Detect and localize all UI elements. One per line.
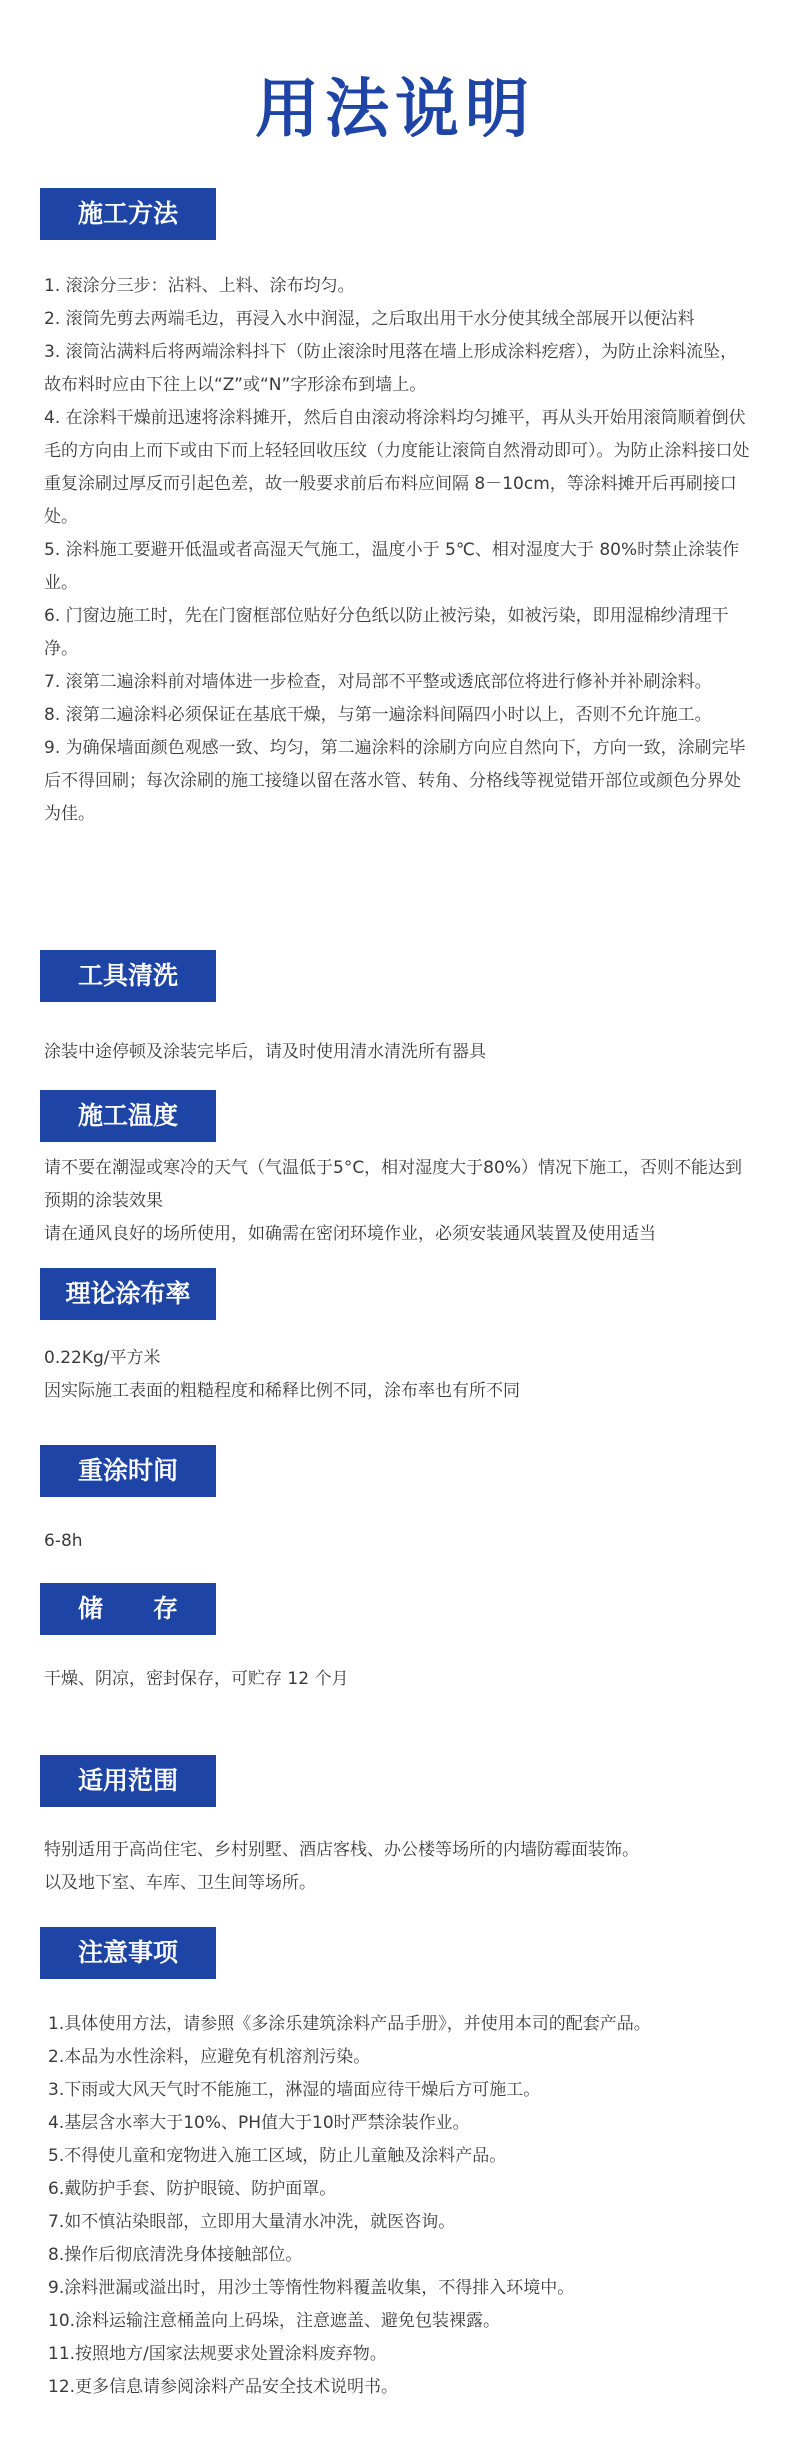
section-heading-temperature: 施工温度 <box>40 1090 216 1142</box>
section-heading-coverage: 理论涂布率 <box>40 1268 216 1320</box>
scope-line: 以及地下室、车库、卫生间等场所。 <box>44 1873 316 1893</box>
method-item: 5. 涂料施工要避开低温或者高湿天气施工，温度小于 5℃、相对湿度大于 80%时禁止涂装作业。 <box>44 540 740 593</box>
method-item: 3. 滚筒沾满料后将两端涂料抖下（防止滚涂时甩落在墙上形成涂料疙瘩），为防止涂料流坠，故布料时应由下往上以“Z”或“N”字形涂布到墙上。 <box>44 342 738 395</box>
section-heading-method: 施工方法 <box>40 188 216 240</box>
scope-text <box>44 1834 750 1900</box>
notes-item: 7.如不慎沾染眼部，立即用大量清水冲洗，就医咨询。 <box>48 2212 456 2232</box>
notes-item: 10.涂料运输注意桶盖向上码垛，注意遮盖、避免包装裸露。 <box>48 2311 501 2331</box>
notes-item: 8.操作后彻底清洗身体接触部位。 <box>48 2245 303 2265</box>
scope-line: 特别适用于高尚住宅、乡村别墅、酒店客栈、办公楼等场所的内墙防霉面装饰。 <box>44 1840 639 1860</box>
storage-text <box>44 1663 750 1696</box>
cleaning-line: 涂装中途停顿及涂装完毕后，请及时使用清水清洗所有器具 <box>44 1042 486 1062</box>
recoat-text <box>44 1525 750 1558</box>
notes-item: 5.不得使儿童和宠物进入施工区域，防止儿童触及涂料产品。 <box>48 2146 507 2166</box>
storage-line: 干燥、阴凉，密封保存，可贮存 12 个月 <box>44 1669 349 1689</box>
section-heading-notes: 注意事项 <box>40 1927 216 1979</box>
notes-item: 4.基层含水率大于10%、PH值大于10时严禁涂装作业。 <box>48 2113 470 2133</box>
temperature-line: 请在通风良好的场所使用，如确需在密闭环境作业，必须安装通风装置及使用适当 <box>44 1224 656 1244</box>
section-heading-recoat: 重涂时间 <box>40 1445 216 1497</box>
notes-item: 11.按照地方/国家法规要求处置涂料废弃物。 <box>48 2344 387 2364</box>
recoat-line: 6-8h <box>44 1531 83 1551</box>
method-item: 4. 在涂料干燥前迅速将涂料摊开，然后自由滚动将涂料均匀摊平，再从头开始用滚筒顺着倒伏毛的方向由上而下或由下而上轻轻回收压纹（力度能让滚筒自然滑动即可）。为防止涂料接口处重复涂刷过厚反而引起色差，故一般要求前后布料应间隔 8－10cm，等涂料摊开后再刷接口处。 <box>44 408 750 527</box>
notes-item: 1.具体使用方法，请参照《多涂乐建筑涂料产品手册》，并使用本司的配套产品。 <box>48 2014 651 2034</box>
notes-item: 6.戴防护手套、防护眼镜、防护面罩。 <box>48 2179 337 2199</box>
section-heading-cleaning: 工具清洗 <box>40 950 216 1002</box>
coverage-line: 0.22Kg/平方米 <box>44 1348 161 1368</box>
method-item: 6. 门窗边施工时，先在门窗框部位贴好分色纸以防止被污染，如被污染，即用湿棉纱清理干净。 <box>44 606 729 659</box>
notes-list <box>48 2008 754 2404</box>
notes-item: 3.下雨或大风天气时不能施工，淋湿的墙面应待干燥后方可施工。 <box>48 2080 541 2100</box>
cleaning-text <box>44 1036 750 1069</box>
temperature-line: 请不要在潮湿或寒冷的天气（气温低于5°C，相对湿度大于80%）情况下施工，否则不能达到预期的涂装效果 <box>44 1158 742 1211</box>
section-heading-scope: 适用范围 <box>40 1755 216 1807</box>
method-item: 9. 为确保墙面颜色观感一致、均匀，第二遍涂料的涂刷方向应自然向下，方向一致，涂刷完毕后不得回刷；每次涂刷的施工接缝以留在落水管、转角、分格线等视觉错开部位或颜色分界处为佳。 <box>44 738 746 824</box>
notes-item: 9.涂料泄漏或溢出时，用沙土等惰性物料覆盖收集，不得排入环境中。 <box>48 2278 575 2298</box>
method-item: 1. 滚涂分三步：沾料、上料、涂布均匀。 <box>44 276 355 296</box>
notes-item: 12.更多信息请参阅涂料产品安全技术说明书。 <box>48 2377 399 2397</box>
coverage-text <box>44 1342 750 1408</box>
page-title: 用法说明 <box>255 73 535 147</box>
coverage-line: 因实际施工表面的粗糙程度和稀释比例不同，涂布率也有所不同 <box>44 1381 520 1401</box>
method-item: 8. 滚第二遍涂料必须保证在基底干燥，与第一遍涂料间隔四小时以上，否则不允许施工。 <box>44 705 712 725</box>
method-list <box>44 270 750 831</box>
method-item: 7. 滚第二遍涂料前对墙体进一步检查，对局部不平整或透底部位将进行修补并补刷涂料。 <box>44 672 712 692</box>
notes-item: 2.本品为水性涂料，应避免有机溶剂污染。 <box>48 2047 371 2067</box>
temperature-text <box>44 1152 750 1251</box>
method-item: 2. 滚筒先剪去两端毛边，再浸入水中润湿，之后取出用干水分使其绒全部展开以便沾料 <box>44 309 695 329</box>
section-heading-storage: 储 存 <box>40 1583 216 1635</box>
